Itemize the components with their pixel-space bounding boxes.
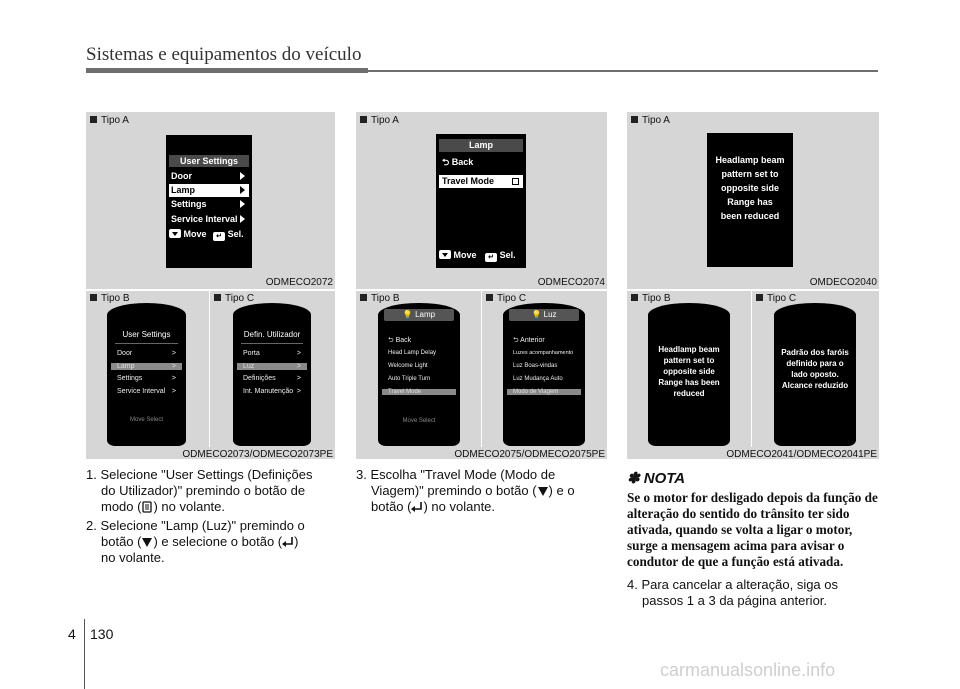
step-4: 4. Para cancelar a alteração, siga os passos 1 a 3 da página anterior. (627, 577, 839, 608)
travel-mode-option: Travel Mode (439, 175, 523, 188)
tipo-b-label: Tipo B (360, 293, 400, 304)
down-triangle-icon (141, 536, 153, 548)
tipo-c-display-headlamp-message: Padrão dos faróis definido para o lado oposto. Alcance reduzido (774, 303, 856, 446)
menu-header: User Settings (169, 155, 249, 167)
menu-item-service-interval: Service Interval (169, 213, 249, 226)
figure-code-bottom: ODMECO2075/ODMECO2075PE (454, 449, 605, 460)
nota-title: ✽ NOTA (627, 470, 686, 487)
figure-panel-headlamp-message (627, 112, 879, 459)
menu-item-door: Door (169, 170, 249, 183)
tipo-c-display-luz: 💡 Luz ⮌ Anterior Luzes acompanhamento Luz Boas-vindas Luz Mudança Auto Modo de Viagem (503, 303, 585, 446)
nota-body: Se o motor for desligado depois da função de alteração do sentido do trânsito ter sido ativada, quando se volta a ligar o motor, surge a mensagem acima para avisar o condutor de que a função está ativada. (627, 490, 878, 569)
enter-return-icon: ↵ (213, 232, 225, 241)
header-rule-thick (86, 68, 368, 73)
steps-1-2: 1. Selecione "User Settings (Definições do Utilizador)" premindo o botão de modo ( ) no volante. 2. Selecione "Lamp (Luz)" premindo o botão ( ) e selecione o botão ( ) no volante. (86, 467, 313, 565)
tipo-c-label: Tipo C (756, 293, 796, 304)
menu-item-lamp: Lamp (169, 184, 249, 197)
figure-code-bottom: ODMECO2073/ODMECO2073PE (182, 449, 333, 460)
figure-code-bottom: ODMECO2041/ODMECO2041PE (726, 449, 877, 460)
tipo-c-label: Tipo C (486, 293, 526, 304)
tipo-a-label: Tipo A (360, 115, 399, 126)
figure-panel-user-settings (86, 112, 335, 459)
menu-item-settings: Settings (169, 198, 249, 211)
section-number: 4 (68, 626, 76, 642)
figure-code-top: ODMECO2074 (537, 277, 605, 288)
down-triangle-icon (169, 229, 181, 238)
tipo-c-label: Tipo C (214, 293, 254, 304)
tipo-a-display-headlamp-message: Headlamp beam pattern set to opposite side Range has been reduced (707, 133, 793, 267)
down-triangle-icon (537, 485, 549, 497)
footer-divider (84, 619, 85, 689)
enter-return-icon: ↵ (485, 253, 497, 262)
tipo-b-display-headlamp-message: Headlamp beam pattern set to opposite side Range has been reduced (648, 303, 730, 446)
tipo-b-label: Tipo B (90, 293, 130, 304)
menu-footer: Move ↵ Sel. (169, 228, 249, 241)
down-triangle-icon (439, 250, 451, 259)
step-3: 3. Escolha "Travel Mode (Modo de Viagem)" premindo o botão ( ) e o botão ( ) no volante. (356, 467, 575, 514)
watermark: carmanualsonline.info (660, 660, 836, 680)
tipo-a-label: Tipo A (90, 115, 129, 126)
figure-code-top: OMDECO2040 (809, 277, 877, 288)
enter-return-icon (282, 536, 294, 548)
tipo-a-display-lamp: Lamp ⮌ Back Travel Mode Move ↵ Sel. (436, 134, 526, 268)
tipo-b-display-user-settings: User Settings Door > Lamp > Settings > Service Interval > Move Select (107, 303, 186, 446)
figure-panel-lamp (356, 112, 607, 459)
figure-code-top: ODMECO2072 (265, 277, 333, 288)
page-number: 130 (90, 626, 114, 642)
enter-return-icon (411, 501, 423, 513)
tipo-a-label: Tipo A (631, 115, 670, 126)
mode-button-icon (141, 501, 153, 513)
tipo-b-label: Tipo B (631, 293, 671, 304)
header-rule-thin (368, 70, 878, 72)
tipo-b-display-lamp: 💡 Lamp ⮌ Back Head Lamp Delay Welcome Light Auto Triple Turn Travel Mode Move Select (378, 303, 460, 446)
page-header-title: Sistemas e equipamentos do veículo (86, 44, 362, 65)
tipo-c-display-defin-utilizador: Defin. Utilizador Porta > Luz > Definições > Int. Manutenção > (233, 303, 311, 446)
tipo-a-display-user-settings (166, 135, 252, 268)
